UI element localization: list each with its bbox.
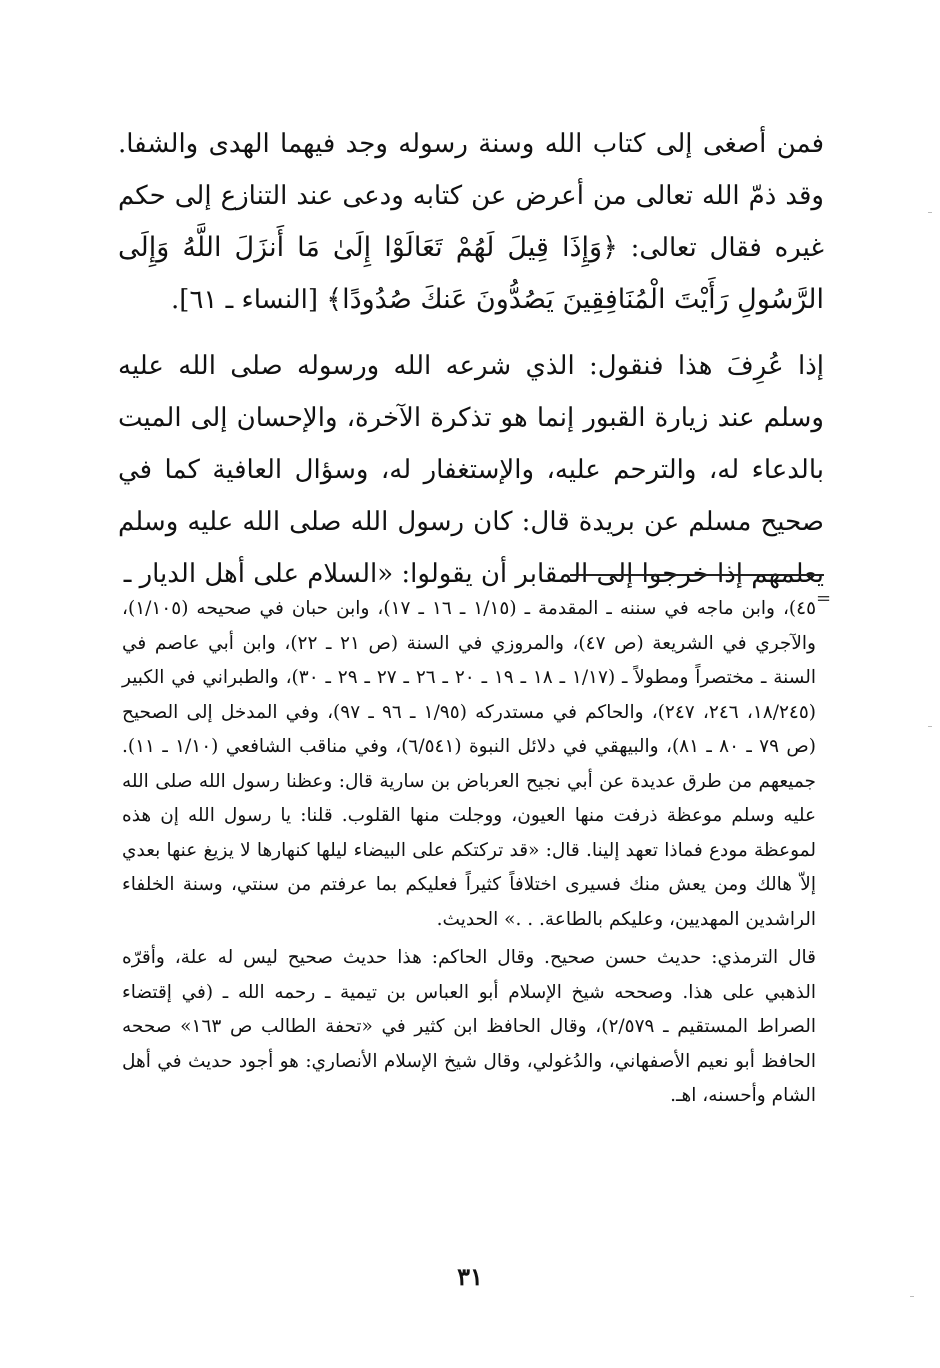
scan-speck	[910, 1296, 914, 1297]
paragraph-2: إذا عُرِفَ هذا فنقول: الذي شرعه الله ورسوله صلى الله عليه وسلم عند زيارة القبور إنما هو تذكرة الآخرة، والإحسان إلى الميت بالدعاء له، والترحم عليه، والإستغفار له، وسؤال العافية كما في صحيح مسلم عن بريدة قال: كان رسول الله صلى الله عليه وسلم يعلمهم إذا خرجوا إلى المقابر أن يقولوا: «السلام على أهل الديار ـ	[118, 351, 824, 589]
footnote-1: ٤٥)، وابن ماجه في سننه ـ المقدمة ـ (١/١٥ ـ ١٦ ـ ١٧)، وابن حبان في صحيحه (١/١٠٥)، والآجري في الشريعة (ص ٤٧)، والمروزي في السنة (ص ٢١ ـ ٢٢)، وابن أبي عاصم في السنة ـ مختصراً ومطولاً ـ (١/١٧ ـ ١٨ ـ ١٩ ـ ٢٠ ـ ٢٦ ـ ٢٧ ـ ٢٩ ـ ٣٠)، والطبراني في الكبير (١٨/٢٤٥، ٢٤٦، ٢٤٧)، والحاكم في مستدركه (١/٩٥ ـ ٩٦ ـ ٩٧)، وفي المدخل إلى الصحيح (ص ٧٩ ـ ٨٠ ـ ٨١)، والبيهقي في دلائل النبوة (٦/٥٤١)، وفي مناقب الشافعي (١/١٠ ـ ١١). جميعهم من طرق عديدة عن أبي نجيح العرباض بن سارية قال: وعظنا رسول الله صلى الله عليه وسلم موعظة ذرفت منها العيون، ووجلت منها القلوب. قلنا: يا رسول الله إن هذه لموعظة مودع فماذا تعهد إلينا. قال: «قد تركتكم على البيضاء ليلها كنهارها لا يزيغ عنها بعدي إلاّ هالك ومن يعش منك فسيرى اختلافاً كثيراً فعليكم بما عرفتم من سنتي، وسنة الخلفاء الراشدين المهديين، وعليكم بالطاعة. . .» الحديث.	[122, 598, 817, 930]
paragraph-1-text: فمن أصغى إلى كتاب الله وسنة رسوله وجد فيهما الهدى والشفا. وقد ذمّ الله تعالى من أعرض عن كتابه ودعى عند التنازع إلى حكم غيره فقال تعالى:	[118, 129, 825, 263]
main-text	[118, 118, 824, 600]
footnote-continuation-mark: =	[816, 588, 832, 609]
scan-speck	[928, 726, 932, 727]
quran-verse: ﴿وَإِذَا قِيلَ لَهُمْ تَعَالَوْا إِلَىٰ مَا أَنزَلَ اللَّهُ وَإِلَى الرَّسُولِ رَأَيْتَ الْمُنَافِقِينَ يَصُدُّونَ عَنكَ صُدُودًا﴾	[118, 232, 824, 315]
paragraph-1	[118, 118, 824, 326]
footnote-separator	[570, 574, 824, 576]
scan-speck	[928, 212, 932, 213]
footnotes	[122, 592, 816, 1114]
page-number: ٣١	[457, 1262, 483, 1291]
verse-reference: [النساء ـ ٦١].	[171, 285, 318, 315]
footnote-2: قال الترمذي: حديث حسن صحيح. وقال الحاكم: هذا حديث صحيح ليس له علة، وأقرّه الذهبي على هذا. وصححه شيخ الإسلام أبو العباس بن تيمية ـ رحمه الله ـ (في إقتضاء الصراط المستقيم ـ ٢/٥٧٩)، وقال الحافظ ابن كثير في «تحفة الطالب ص ١٦٣» صححه الحافظ أبو نعيم الأصفهاني، والدُغولي، وقال شيخ الإسلام الأنصاري: هو أجود حديث في أهل الشام وأحسنه، اهـ.	[122, 947, 816, 1106]
